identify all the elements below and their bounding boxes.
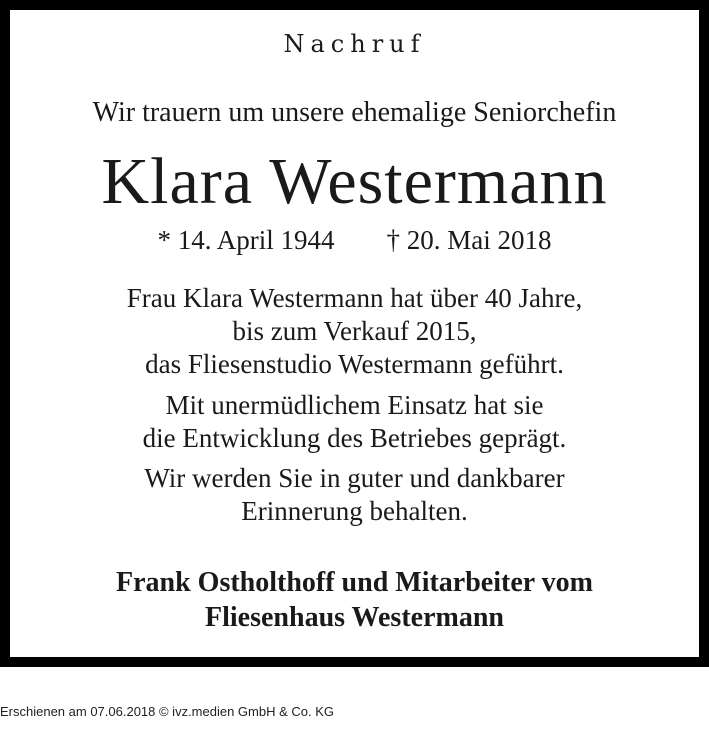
tribute-line: bis zum Verkauf 2015, <box>232 316 477 346</box>
tribute-line: das Fliesenstudio Westermann geführt. <box>145 349 564 379</box>
signature-line: Fliesenhaus Westermann <box>205 602 504 633</box>
tribute-paragraph-1 <box>10 282 699 381</box>
publication-credit: Erschienen am 07.06.2018 © ivz.medien GmbH & Co. KG <box>0 704 335 719</box>
intro-line: Wir trauern um unsere ehemalige Seniorchefin <box>92 97 617 128</box>
death-date: † 20. Mai 2018 <box>386 225 552 255</box>
tribute-line: Erinnerung behalten. <box>241 496 468 526</box>
signature-line: Frank Ostholthoff und Mitarbeiter vom <box>115 567 594 598</box>
tribute-line: Wir werden Sie in guter und dankbarer <box>144 463 565 493</box>
life-dates <box>10 224 699 256</box>
tribute-line: die Entwicklung des Betriebes geprägt. <box>142 423 567 453</box>
tribute-line: Frau Klara Westermann hat über 40 Jahre, <box>126 283 583 313</box>
tribute-paragraph-2 <box>10 389 699 455</box>
notice-heading: Nachruf <box>283 30 426 58</box>
signature-block <box>10 565 699 635</box>
tribute-line: Mit unermüdlichem Einsatz hat sie <box>165 390 544 420</box>
tribute-paragraph-3 <box>10 462 699 528</box>
deceased-name: Klara Westermann <box>101 145 608 218</box>
birth-date: * 14. April 1944 <box>157 225 335 255</box>
